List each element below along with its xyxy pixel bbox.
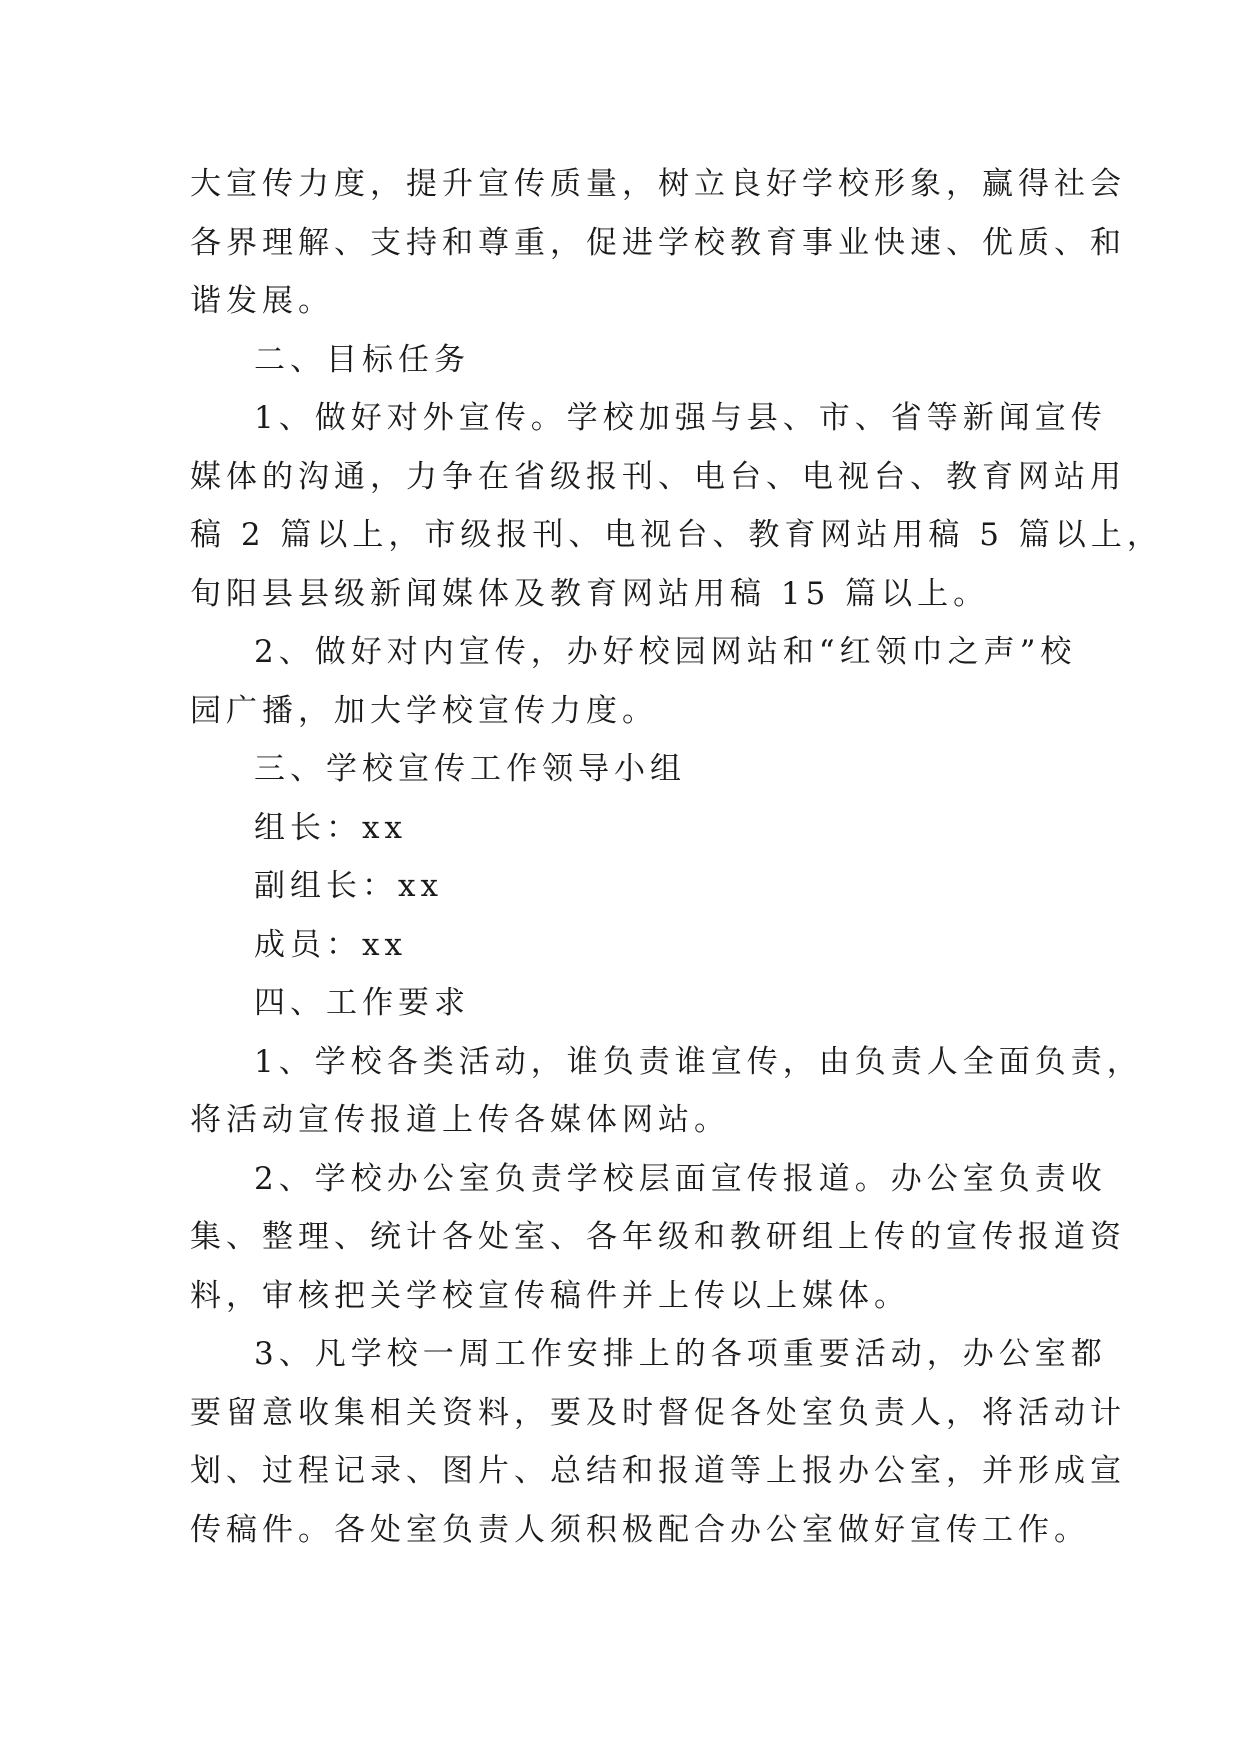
text-line: 园广播，加大学校宣传力度。 <box>190 692 658 729</box>
text-line: 1、做好对外宣传。学校加强与县、市、省等新闻宣传 <box>254 400 1107 436</box>
text-line: 集、整理、统计各处室、各年级和教研组上传的宣传报道资 <box>190 1219 1126 1255</box>
paragraph-goal-2 <box>190 623 1077 740</box>
paragraph-requirement-2 <box>190 1150 1126 1326</box>
text-line: 3、凡学校一周工作安排上的各项重要活动，办公室都 <box>254 1336 1107 1372</box>
heading-text: 二、目标任务 <box>254 341 470 378</box>
text-line: 将活动宣传报道上传各媒体网站。 <box>190 1102 730 1138</box>
group-leader <box>190 799 1070 858</box>
text-line: 旬阳县县级新闻媒体及教育网站用稿 15 篇以上。 <box>190 575 990 612</box>
heading-text: 四、工作要求 <box>254 985 470 1021</box>
text-line: 料，审核把关学校宣传稿件并上传以上媒体。 <box>190 1277 910 1314</box>
text-line: 要留意收集相关资料，要及时督促各处室负责人，将活动计 <box>190 1394 1126 1431</box>
paragraph-intro-continuation <box>190 155 1126 331</box>
group-members <box>190 916 1070 975</box>
paragraph-requirement-3 <box>190 1325 1126 1559</box>
text-line: 成员：xx <box>254 926 407 963</box>
text-line: 各界理解、支持和尊重，促进学校教育事业快速、优质、和 <box>190 224 1126 261</box>
text-line: 划、过程记录、图片、总结和报道等上报办公室，并形成宣 <box>190 1453 1126 1489</box>
text-line: 谐发展。 <box>190 283 334 319</box>
paragraph-goal-1 <box>190 389 1163 623</box>
group-deputy-leader <box>190 857 1070 916</box>
document-body <box>190 155 1163 1559</box>
text-line: 稿 2 篇以上，市级报刊、电视台、教育网站用稿 5 篇以上， <box>190 517 1163 553</box>
text-line: 媒体的沟通，力争在省级报刊、电台、电视台、教育网站用 <box>190 458 1126 495</box>
section-heading-requirements <box>190 974 1070 1033</box>
text-line: 1、学校各类活动，谁负责谁宣传，由负责人全面负责， <box>254 1043 1143 1080</box>
heading-text: 三、学校宣传工作领导小组 <box>254 751 686 787</box>
section-heading-goals <box>190 331 1070 390</box>
text-line: 2、学校办公室负责学校层面宣传报道。办公室负责收 <box>254 1160 1107 1197</box>
text-line: 组长：xx <box>254 809 407 846</box>
section-heading-leadership-group <box>190 740 1070 799</box>
text-line: 2、做好对内宣传，办好校园网站和“红领巾之声”校 <box>254 634 1077 670</box>
paragraph-requirement-1 <box>190 1033 1143 1150</box>
text-line: 传稿件。各处室负责人须积极配合办公室做好宣传工作。 <box>190 1511 1090 1548</box>
text-line: 大宣传力度，提升宣传质量，树立良好学校形象，赢得社会 <box>190 166 1126 202</box>
text-line: 副组长：xx <box>254 868 443 904</box>
